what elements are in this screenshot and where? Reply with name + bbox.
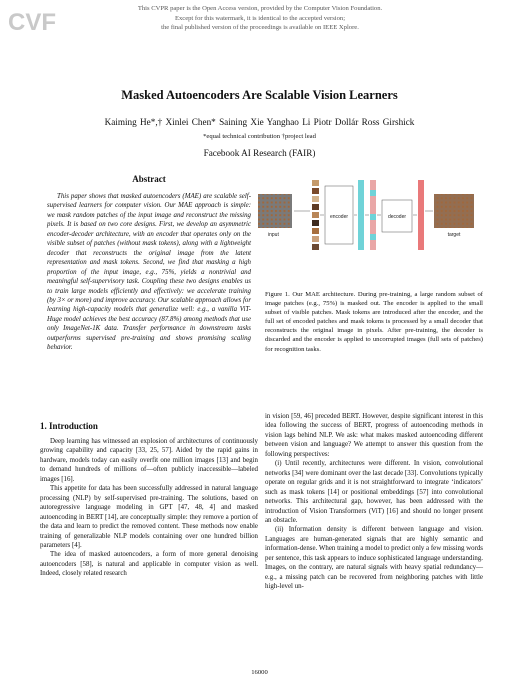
watermark — [95, 4, 425, 33]
right-column-body — [265, 412, 483, 592]
input-image — [258, 194, 292, 228]
decoder-label: decoder — [387, 214, 407, 220]
body-paragraph: (ii) Information density is different between language and vision. Languages are human-generated signals that are highly semantic and information-dense. When training a model to predict only a few missing words per sentence, this task appears to induce sophisticated language understanding. Images, on the contrary, are natural signals with heavy spatial redundancy—e.g., a missing patch can be recovered from neighboring patches with little high-level un- — [265, 526, 483, 591]
section-heading-introduction: 1. Introduction — [40, 421, 98, 431]
author-list: Kaiming He*,† Xinlei Chen* Saining Xie Yanghao Li Piotr Dollár Ross Girshick — [104, 117, 415, 127]
page-number: 16000 — [251, 669, 268, 676]
watermark-line: Except for this watermark, it is identical to the accepted version; — [174, 14, 346, 22]
abstract-text: This paper shows that masked autoencoders (MAE) are scalable self-supervised learners for computer vision. Our MAE approach is simple: we mask random patches of the input image and reconstruct the missing pixels. It is based on two core designs. First, we develop an asymmetric encoder-decoder architecture, with an encoder that operates only on the visible subset of patches (without mask tokens), along with a lightweight decoder that reconstructs the original image from the latent representation and mask tokens. Second, we find that masking a high proportion of the input image, e.g., 75%, yields a nontrivial and meaningful self-supervisory task. Coupling these two designs enables us to train large models efficiently and effectively: we accelerate training (by 3× or more) and improve accuracy. Our scalable approach allows for learning high-capacity models that generalize well: e.g., a vanilla ViT-Huge model achieves the best accuracy (87.8%) among methods that use only ImageNet-1K data. Transfer performance in downstream tasks outperforms supervised pre-training and shows promising scaling behavior. — [47, 193, 251, 352]
body-paragraph: (i) Until recently, architectures were different. In vision, convolutional networks [34] were dominant over the last decade [33]. Convolutions typically operate on regular grids and it is not straightforward to integrate ‘indicators’ such as mask tokens [14] or positional embeddings [57] into convolutional networks. This architectural gap, however, has been addressed with the introduction of Vision Transformers (ViT) [16] and should no longer present an obstacle. — [265, 460, 483, 524]
affiliation: Facebook AI Research (FAIR) — [203, 148, 316, 158]
visible-patches — [312, 180, 319, 250]
abstract-body — [40, 192, 258, 353]
intro-paragraph: The idea of masked autoencoders, a form of more general denoising autoencoders [58], is natural and applicable in computer vision as well. Indeed, closely related research — [40, 551, 258, 578]
cvf-logo-text: CVF — [8, 9, 56, 36]
encoded-tokens — [358, 180, 364, 250]
introduction-body — [40, 437, 258, 579]
intro-paragraph: This appetite for data has been successfully addressed in natural language processing (NLP) by self-supervised pre-training. The solutions, based on autoregressive language modeling in GPT [47, 48, 4] and masked autoencoding in BERT [14], are conceptually simple: they remove a portion of the data and learn to predict the removed content. These methods now enable training of generalizable NLP models containing over one hundred billion parameters [4]. — [40, 485, 258, 549]
decoder-block — [382, 200, 412, 232]
mask-token-column — [370, 180, 376, 250]
watermark-line: the final published version of the proceedings is available on IEEE Xplore. — [161, 24, 359, 32]
mae-architecture-figure — [258, 176, 483, 281]
intro-paragraph: Deep learning has witnessed an explosion of architectures of continuously growing capability and capacity [33, 25, 57]. Aided by the rapid gains in hardware, models today can easily overfit one million images [13] and begin to demand hundreds of millions of—often publicly inaccessible—labeled images [16]. — [40, 438, 258, 483]
author-notes: *equal technical contribution †project lead — [203, 133, 316, 140]
figure-caption: Figure 1. Our MAE architecture. During pre-training, a large random subset of image patches (e.g., 75%) is masked out. The encoder is applied to the small subset of visible patches. Mask tokens are introduced after the encoder, and the full set of encoded patches and mask tokens is processed by a small decoder that reconstructs the original image in pixels. After pre-training, the decoder is discarded and the encoder is applied to uncorrupted images (full sets of patches) for recognition tasks. — [265, 291, 483, 353]
encoder-label: encoder — [329, 214, 349, 220]
cvf-logo — [6, 3, 66, 37]
target-image — [434, 194, 474, 228]
watermark-line: This CVPR paper is the Open Access version, provided by the Computer Vision Foundation. — [137, 5, 383, 12]
abstract-heading: Abstract — [132, 174, 166, 184]
target-bar — [418, 180, 424, 250]
encoder-block — [325, 186, 353, 244]
input-label: input — [268, 232, 279, 238]
target-label: target — [447, 232, 461, 238]
body-paragraph: in vision [59, 46] preceded BERT. However, despite significant interest in this idea following the success of BERT, progress of autoencoding methods in vision lags behind NLP. We ask: what makes masked autoencoding different between vision and language? We attempt to answer this question from the following perspectives: — [265, 413, 483, 458]
paper-title: Masked Autoencoders Are Scalable Vision Learners — [121, 88, 398, 102]
